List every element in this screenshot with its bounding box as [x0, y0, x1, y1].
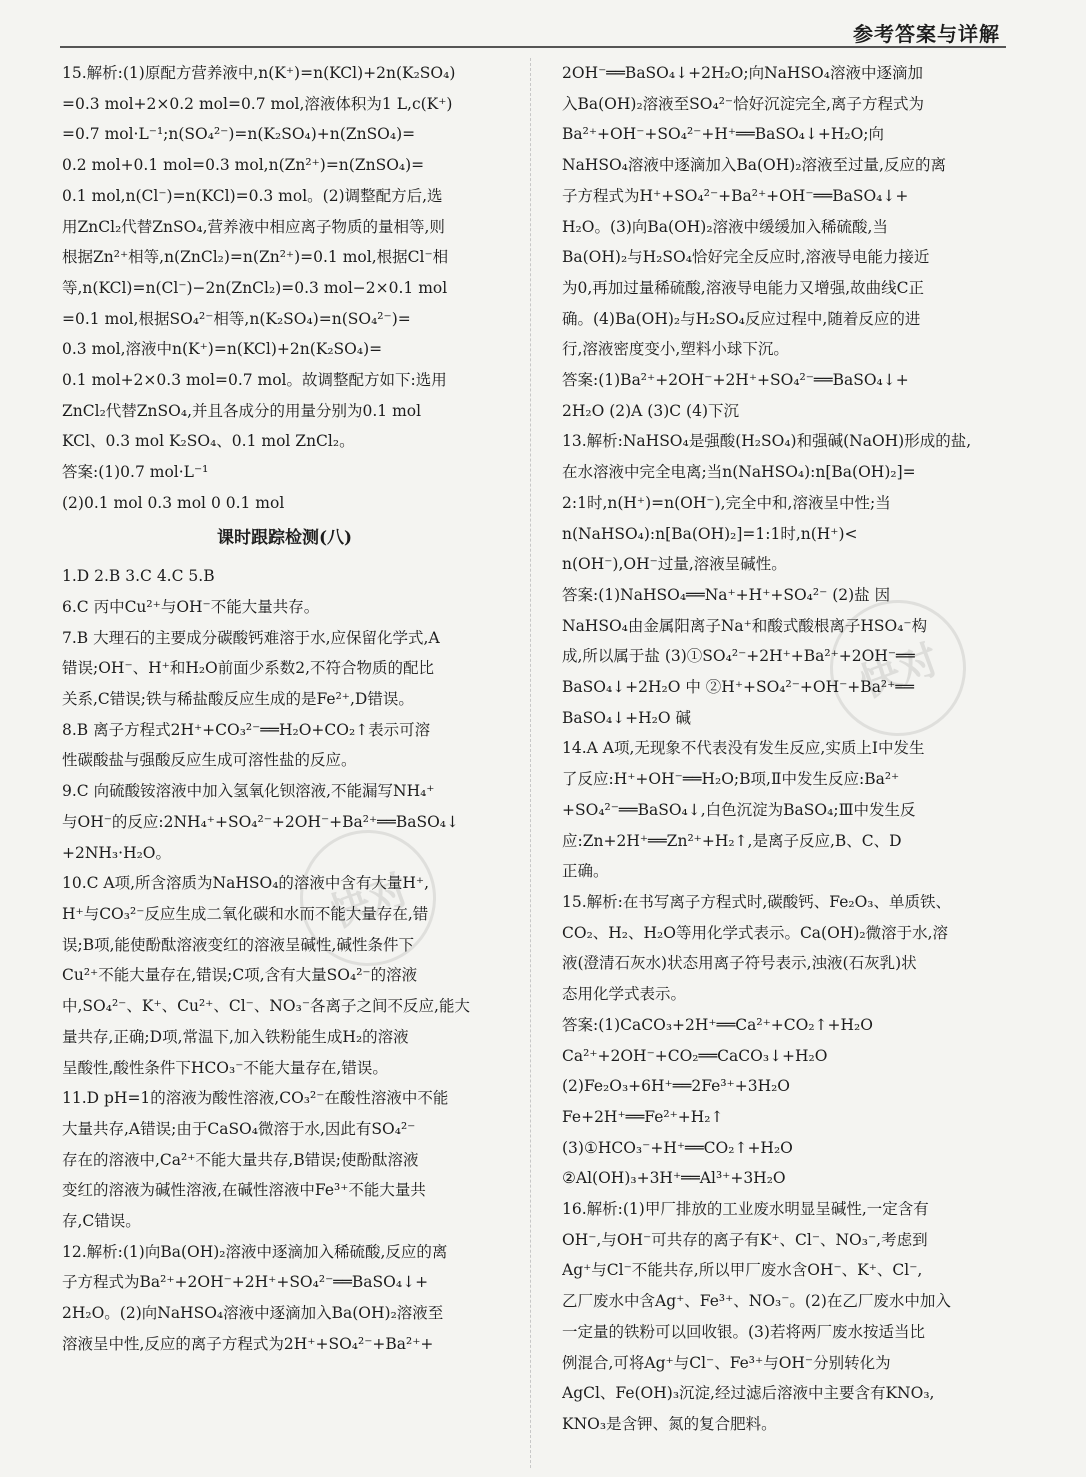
text-line: Fe+2H⁺══Fe²⁺+H₂↑: [562, 1107, 724, 1126]
text-line: 根据Zn²⁺相等,n(ZnCl₂)=n(Zn²⁺)=0.1 mol,根据Cl⁻相: [62, 248, 449, 267]
text-line: 15.解析:(1)原配方营养液中,n(K⁺)=n(KCl)+2n(K₂SO₄): [62, 64, 456, 82]
text-line: 正确。: [562, 862, 609, 881]
text-line: 为0,再加过量稀硫酸,溶液导电能力又增强,故曲线C正: [562, 278, 925, 297]
text-line: OH⁻,与OH⁻可共存的离子有K⁺、Cl⁻、NO₃⁻,考虑到: [562, 1230, 928, 1249]
text-line: 16.解析:(1)甲厂排放的工业废水明显呈碱性,一定含有: [562, 1200, 929, 1219]
text-line: 性碳酸盐与强酸反应生成可溶性盐的反应。: [62, 751, 357, 770]
text-line: 2H₂O (2)A (3)C (4)下沉: [562, 401, 740, 420]
right-column: [562, 58, 1012, 1440]
text-line: 答案:(1)CaCO₃+2H⁺══Ca²⁺+CO₂↑+H₂O: [562, 1015, 873, 1034]
text-line: 乙厂废水中含Ag⁺、Fe³⁺、NO₃⁻。(2)在乙厂废水中加入: [562, 1292, 951, 1311]
text-line: 中,SO₄²⁻、K⁺、Cu²⁺、Cl⁻、NO₃⁻各离子之间不反应,能大: [62, 997, 470, 1016]
text-line: 呈酸性,酸性条件下HCO₃⁻不能大量存在,错误。: [62, 1058, 388, 1077]
text-line: 答案:(1)Ba²⁺+2OH⁻+2H⁺+SO₄²⁻══BaSO₄↓+: [562, 371, 909, 390]
text-line: Cu²⁺不能大量存在,错误;C项,含有大量SO₄²⁻的溶液: [62, 966, 418, 985]
text-line: KNO₃是含钾、氮的复合肥料。: [562, 1414, 777, 1433]
text-line: 0.1 mol,n(Cl⁻)=n(KCl)=0.3 mol。(2)调整配方后,选: [62, 186, 443, 205]
text-line: 子方程式为Ba²⁺+2OH⁻+2H⁺+SO₄²⁻══BaSO₄↓+: [62, 1273, 429, 1292]
text-line: Ba(OH)₂与H₂SO₄恰好完全反应时,溶液导电能力接近: [562, 248, 930, 267]
watermark-text: 快对: [853, 635, 945, 707]
text-line: 0.1 mol+2×0.3 mol=0.7 mol。故调整配方如下:选用: [62, 371, 447, 390]
text-line: Ba²⁺+OH⁻+SO₄²⁻+H⁺══BaSO₄↓+H₂O;向: [562, 125, 884, 144]
text-line: BaSO₄↓+H₂O 碱: [562, 708, 692, 727]
text-line: =0.1 mol,根据SO₄²⁻相等,n(K₂SO₄)=n(SO₄²⁻)=: [62, 309, 411, 328]
text-line: BaSO₄↓+2H₂O 中 ②H⁺+SO₄²⁻+OH⁻+Ba²⁺══: [562, 678, 914, 697]
watermark-text: 快对: [323, 865, 415, 937]
section-title: 课时跟踪检测(八): [216, 527, 353, 548]
text-line: 存,C错误。: [62, 1212, 141, 1231]
text-line: 存在的溶液中,Ca²⁺不能大量共存,B错误;使酚酞溶液: [62, 1150, 419, 1169]
text-line: 成,所以属于盐 (3)①SO₄²⁻+2H⁺+Ba²⁺+2OH⁻══: [562, 647, 915, 666]
text-line: 误;B项,能使酚酞溶液变红的溶液呈碱性,碱性条件下: [62, 935, 414, 954]
text-line: 例混合,可将Ag⁺与Cl⁻、Fe³⁺与OH⁻分别转化为: [562, 1353, 891, 1372]
text-line: Ca²⁺+2OH⁻+CO₂══CaCO₃↓+H₂O: [562, 1046, 828, 1065]
text-line: NaHSO₄由金属阳离子Na⁺和酸式酸根离子HSO₄⁻构: [562, 616, 928, 635]
text-line: 答案:(1)0.7 mol·L⁻¹: [62, 463, 209, 482]
text-line: n(OH⁻),OH⁻过量,溶液呈碱性。: [562, 555, 787, 574]
text-line: Ag⁺与Cl⁻不能共存,所以甲厂废水含OH⁻、K⁺、Cl⁻,: [562, 1261, 923, 1280]
text-line: 10.C A项,所含溶质为NaHSO₄的溶液中含有大量H⁺,: [62, 874, 430, 893]
text-line: =0.7 mol·L⁻¹;n(SO₄²⁻)=n(K₂SO₄)+n(ZnSO₄)=: [62, 125, 416, 144]
text-line: H₂O。(3)向Ba(OH)₂溶液中缓缓加入稀硫酸,当: [562, 217, 888, 236]
text-line: 了反应:H⁺+OH⁻══H₂O;B项,Ⅱ中发生反应:Ba²⁺: [562, 770, 900, 789]
text-line: 13.解析:NaHSO₄是强酸(H₂SO₄)和强碱(NaOH)形成的盐,: [562, 432, 972, 451]
text-line: 9.C 向硫酸铵溶液中加入氢氧化钡溶液,不能漏写NH₄⁺: [62, 782, 435, 801]
left-column: [62, 58, 507, 1360]
text-line: 确。(4)Ba(OH)₂与H₂SO₄反应过程中,随着反应的进: [562, 309, 921, 328]
text-line: 行,溶液密度变小,塑料小球下沉。: [562, 340, 789, 359]
text-line: (2)Fe₂O₃+6H⁺══2Fe³⁺+3H₂O: [562, 1077, 791, 1096]
text-line: H⁺与CO₃²⁻反应生成二氧化碳和水而不能大量存在,错: [62, 904, 429, 923]
text-line: 与OH⁻的反应:2NH₄⁺+SO₄²⁻+2OH⁻+Ba²⁺══BaSO₄↓: [62, 812, 459, 831]
text-line: 11.D pH=1的溶液为酸性溶液,CO₃²⁻在酸性溶液中不能: [62, 1089, 449, 1108]
text-line: 关系,C错误;铁与稀盐酸反应生成的是Fe²⁺,D错误。: [62, 690, 414, 709]
text-line: 大量共存,A错误;由于CaSO₄微溶于水,因此有SO₄²⁻: [62, 1119, 416, 1138]
text-line: 液(澄清石灰水)状态用离子符号表示,浊液(石灰乳)状: [562, 954, 917, 973]
text-line: 2OH⁻══BaSO₄↓+2H₂O;向NaHSO₄溶液中逐滴加: [562, 64, 923, 82]
text-line: CO₂、H₂、H₂O等用化学式表示。Ca(OH)₂微溶于水,溶: [562, 923, 949, 942]
text-line: 7.B 大理石的主要成分碳酸钙难溶于水,应保留化学式,A: [62, 628, 440, 647]
text-line: NaHSO₄溶液中逐滴加入Ba(OH)₂溶液至过量,反应的离: [562, 156, 946, 175]
text-line: 15.解析:在书写离子方程式时,碳酸钙、Fe₂O₃、单质铁、: [562, 892, 952, 911]
text-line: 0.2 mol+0.1 mol=0.3 mol,n(Zn²⁺)=n(ZnSO₄)=: [62, 156, 425, 175]
text-line: (3)①HCO₃⁻+H⁺══CO₂↑+H₂O: [562, 1138, 793, 1157]
text-line: 态用化学式表示。: [562, 985, 687, 1004]
text-line: +SO₄²⁻══BaSO₄↓,白色沉淀为BaSO₄;Ⅲ中发生反: [562, 800, 916, 819]
text-line: 应:Zn+2H⁺══Zn²⁺+H₂↑,是离子反应,B、C、D: [562, 831, 902, 850]
text-line: 错误;OH⁻、H⁺和H₂O前面少系数2,不符合物质的配比: [62, 659, 435, 678]
text-line: =0.3 mol+2×0.2 mol=0.7 mol,溶液体积为1 L,c(K⁺): [62, 94, 453, 113]
text-line: 答案:(1)NaHSO₄══Na⁺+H⁺+SO₄²⁻ (2)盐 因: [562, 585, 891, 604]
column-divider: [530, 58, 531, 1468]
text-line: 在水溶液中完全电离;当n(NaHSO₄):n[Ba(OH)₂]=: [562, 463, 916, 482]
text-line: KCl、0.3 mol K₂SO₄、0.1 mol ZnCl₂。: [62, 432, 355, 451]
text-line: +2NH₃·H₂O。: [62, 843, 172, 862]
text-line: (2)0.1 mol 0.3 mol 0 0.1 mol: [62, 493, 285, 512]
text-line: ②Al(OH)₃+3H⁺══Al³⁺+3H₂O: [562, 1169, 786, 1188]
text-line: 2H₂O。(2)向NaHSO₄溶液中逐滴加入Ba(OH)₂溶液至: [62, 1304, 444, 1323]
text-line: 8.B 离子方程式2H⁺+CO₃²⁻══H₂O+CO₂↑表示可溶: [62, 720, 431, 739]
text-line: 量共存,正确;D项,常温下,加入铁粉能生成H₂的溶液: [62, 1027, 409, 1046]
text-line: 12.解析:(1)向Ba(OH)₂溶液中逐滴加入稀硫酸,反应的离: [62, 1242, 448, 1261]
text-line: 1.D 2.B 3.C 4.C 5.B: [62, 567, 215, 586]
text-line: 0.3 mol,溶液中n(K⁺)=n(KCl)+2n(K₂SO₄)=: [62, 340, 383, 359]
text-line: 溶液呈中性,反应的离子方程式为2H⁺+SO₄²⁻+Ba²⁺+: [62, 1334, 434, 1353]
text-line: 14.A A项,无现象不代表没有发生反应,实质上Ⅰ中发生: [562, 739, 925, 758]
text-line: 入Ba(OH)₂溶液至SO₄²⁻恰好沉淀完全,离子方程式为: [562, 94, 925, 113]
text-line: 子方程式为H⁺+SO₄²⁻+Ba²⁺+OH⁻══BaSO₄↓+: [562, 186, 909, 205]
header-rule: [60, 46, 1006, 48]
text-line: n(NaHSO₄):n[Ba(OH)₂]=1:1时,n(H⁺)<: [562, 524, 858, 543]
text-line: ZnCl₂代替ZnSO₄,并且各成分的用量分别为0.1 mol: [62, 401, 422, 420]
text-line: AgCl、Fe(OH)₃沉淀,经过滤后溶液中主要含有KNO₃,: [562, 1384, 935, 1403]
text-line: 等,n(KCl)=n(Cl⁻)−2n(ZnCl₂)=0.3 mol−2×0.1 mol: [62, 278, 448, 297]
text-line: 6.C 丙中Cu²⁺与OH⁻不能大量共存。: [62, 597, 320, 616]
text-line: 2:1时,n(H⁺)=n(OH⁻),完全中和,溶液呈中性;当: [562, 493, 891, 512]
page-header-title: 参考答案与详解: [853, 22, 1000, 46]
text-line: 用ZnCl₂代替ZnSO₄,营养液中相应离子物质的量相等,则: [62, 217, 445, 236]
text-line: 一定量的铁粉可以回收银。(3)若将两厂废水按适当比: [562, 1322, 925, 1341]
text-line: 变红的溶液为碱性溶液,在碱性溶液中Fe³⁺不能大量共: [62, 1181, 426, 1200]
